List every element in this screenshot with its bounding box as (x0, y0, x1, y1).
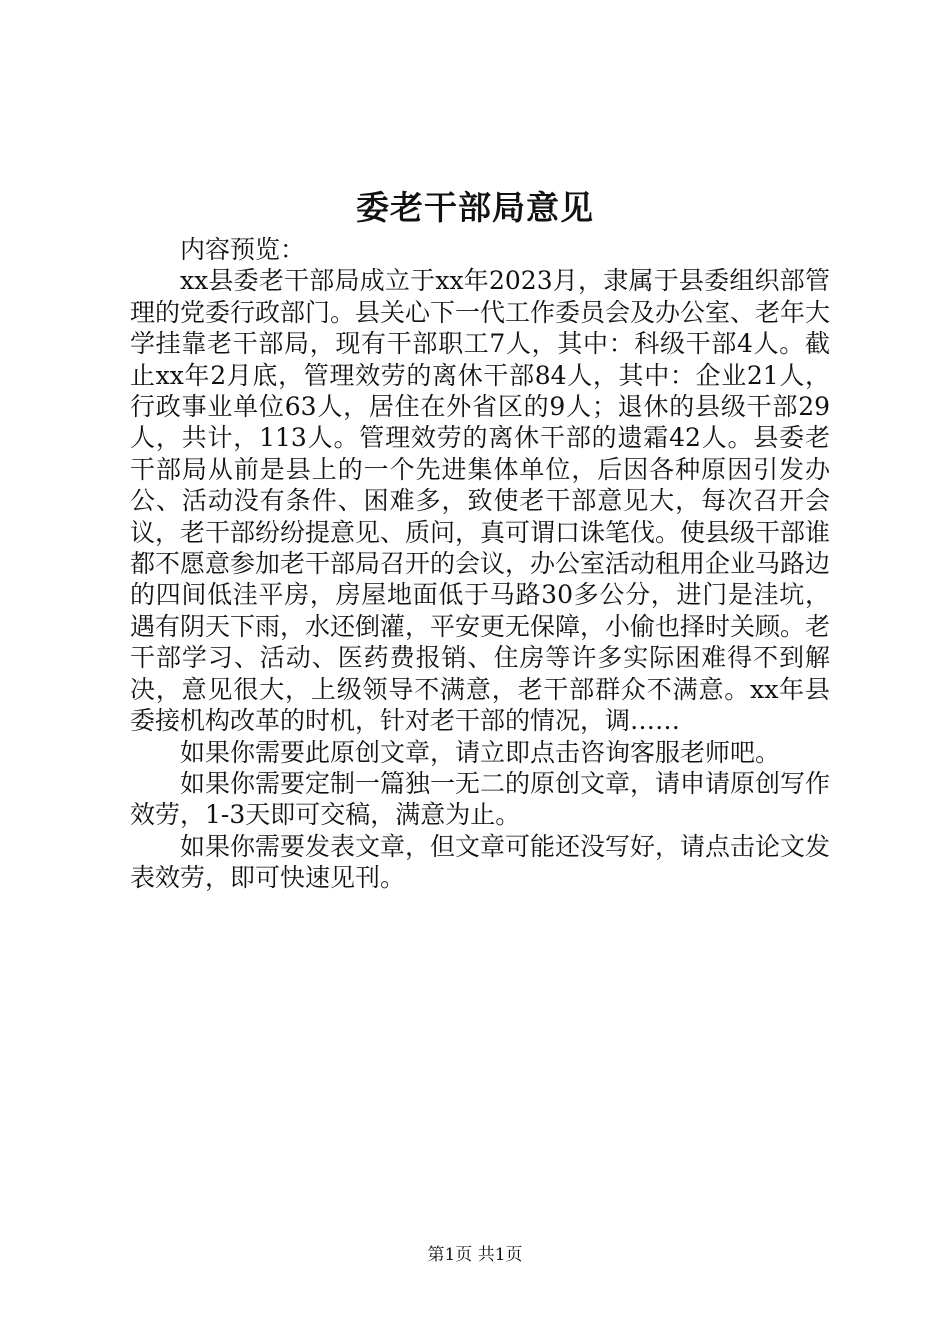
page-number: 第1页 共1页 (427, 1245, 523, 1265)
body-paragraph-consult: 如果你需要此原创文章，请立即点击咨询客服老师吧。 (180, 737, 781, 767)
body-paragraph-custom: 如果你需要定制一篇独一无二的原创文章，请申请原创写作效劳，1-3天即可交稿，满意为止。 (130, 768, 831, 830)
preview-label: 内容预览： (180, 235, 306, 264)
document-title: 委老干部局意见 (356, 188, 594, 227)
document-body (130, 234, 830, 894)
body-paragraph-main: xx县委老干部局成立于xx年2023月，隶属于县委组织部管理的党委行政部门。县关心下一代工作委员会及办公室、老年大学挂靠老干部局，现有干部职工7人，其中：科级干部4人。截止xx年2月底，管理效劳的离休干部84人，其中：企业21人，行政事业单位63人，居住在外省区的9人；退休的县级干部29人，共计，113人。管理效劳的离休干部的遗霜42人。县委老干部局从前是县上的一个先进集体单位，后因各种原因引发办公、活动没有条件、困难多，致使老干部意见大，每次召开会议，老干部纷纷提意见、质问，真可谓口诛笔伐。使县级干部谁都不愿意参加老干部局召开的会议，办公室活动租用企业马路边的四间低洼平房，房屋地面低于马路30多公分，进门是洼坑，遇有阴天下雨，水还倒灌，平安更无保障，小偷也择时关顾。老干部学习、活动、医药费报销、住房等许多实际困难得不到解决，意见很大，上级领导不满意，老干部群众不满意。xx年县委接机构改革的时机，针对老干部的情况，调…… (130, 266, 831, 736)
body-paragraph-publish: 如果你需要发表文章，但文章可能还没写好，请点击论文发表效劳，即可快速见刊。 (130, 831, 831, 893)
